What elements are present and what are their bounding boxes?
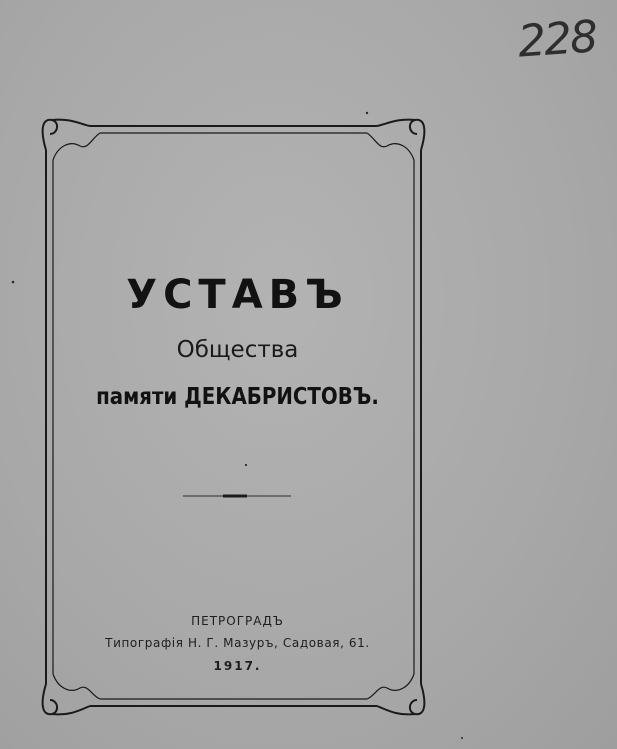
subtitle-society: Общества xyxy=(176,337,299,363)
imprint-city: ПЕТРОГРАДЪ xyxy=(191,614,284,628)
imprint-printer: Типографія Н. Г. Мазуръ, Садовая, 61. xyxy=(105,636,370,650)
subtitle-decembrists: памяти ДЕКАБРИСТОВЪ. xyxy=(96,384,379,410)
imprint-year: 1917. xyxy=(213,659,262,673)
ornamental-divider xyxy=(183,491,291,501)
document-title: УСТАВЪ xyxy=(126,272,349,318)
handwritten-archive-number: 228 xyxy=(516,11,598,68)
